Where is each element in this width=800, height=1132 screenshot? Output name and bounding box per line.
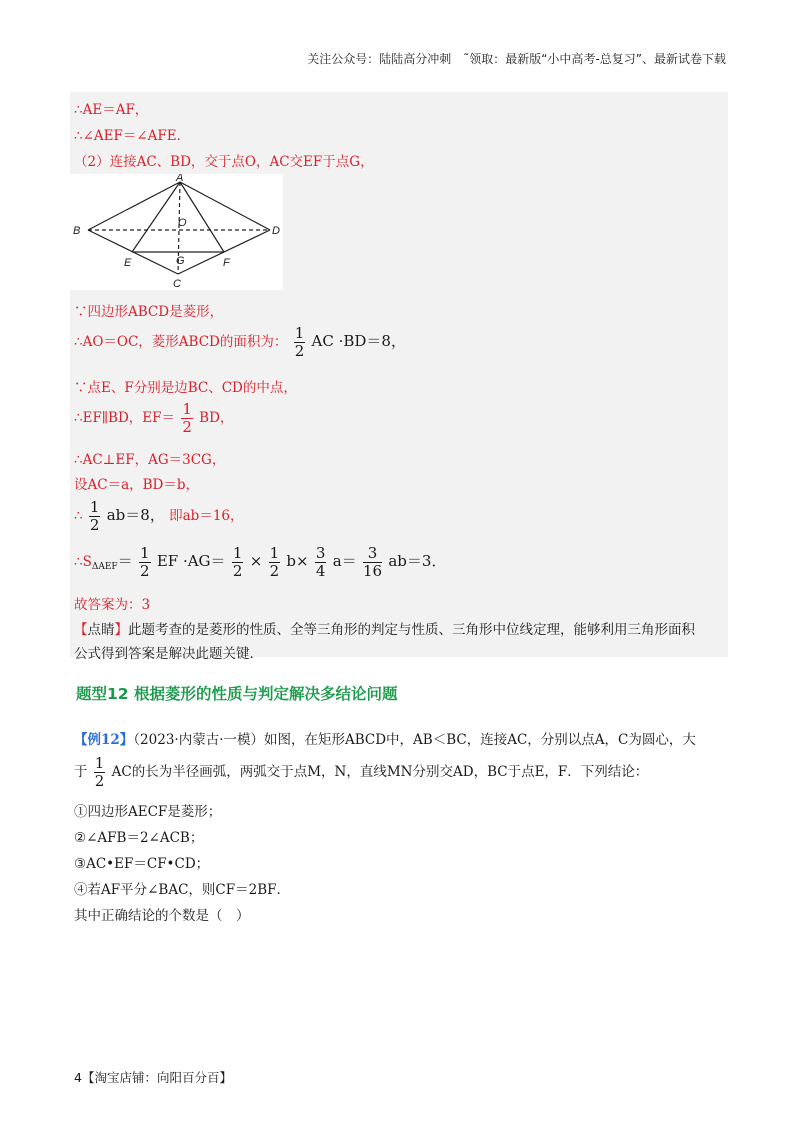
example-label: 【例12】 bbox=[74, 732, 134, 748]
text: ∴ bbox=[74, 508, 83, 524]
formula: AC ·BD＝8， bbox=[311, 332, 406, 350]
formula: EF ·AG＝ bbox=[156, 552, 226, 570]
page-number: 4 bbox=[74, 1070, 82, 1085]
label-a: A bbox=[176, 174, 184, 184]
solution-line: ∴AE＝AF， bbox=[74, 102, 149, 118]
fraction: $\frac{1}{2}$ bbox=[269, 544, 280, 580]
formula: × bbox=[249, 552, 263, 570]
page-header: 关注公众号：陆陆高分冲刺 ˜领取：最新版“小中高考-总复习”、最新试卷下载 bbox=[307, 52, 726, 66]
solution-line bbox=[74, 500, 244, 533]
text: 于 bbox=[74, 764, 88, 780]
page-footer bbox=[74, 1068, 232, 1086]
solution-line: 设AC＝a，BD＝b， bbox=[74, 477, 200, 493]
solution-line: ∴∠AEF＝∠AFE． bbox=[74, 128, 191, 144]
label-o: O bbox=[178, 217, 187, 229]
conclusion-4: ④若AF平分∠BAC，则CF＝2BF． bbox=[74, 882, 290, 898]
question-line: 其中正确结论的个数是（ ） bbox=[74, 908, 250, 924]
comment-line: 公式得到答案是解决此题关键． bbox=[74, 646, 263, 662]
answer-line: 故答案为：3 bbox=[74, 597, 151, 613]
shop-text: 【淘宝店铺：向阳百分百】 bbox=[81, 1070, 232, 1085]
segment-ae bbox=[132, 182, 180, 252]
label-f: F bbox=[223, 257, 230, 269]
label-c: C bbox=[173, 278, 181, 290]
solution-line bbox=[74, 326, 406, 359]
text: 即ab＝16， bbox=[169, 508, 244, 524]
solution-line bbox=[74, 546, 446, 579]
label-g: G bbox=[176, 255, 185, 267]
side-ab bbox=[88, 182, 180, 230]
text: AC的长为半径画弧，两弧交于点M，N，直线MN分别交AD，BC于点E，F．下列结论： bbox=[111, 764, 649, 780]
formula: ab＝3． bbox=[388, 552, 447, 570]
text: ∴EF∥BD，EF＝ bbox=[74, 410, 176, 426]
text: BD， bbox=[199, 410, 234, 426]
fraction: $\frac{3}{16}$ bbox=[362, 544, 383, 580]
bracket: 】 bbox=[114, 622, 128, 638]
solution-line: ∴AC⊥EF，AG＝3CG， bbox=[74, 452, 226, 468]
label-d: D bbox=[272, 225, 280, 237]
fraction: $\frac{1}{2}$ bbox=[139, 544, 150, 580]
fraction: $\frac{1}{2}$ bbox=[232, 544, 243, 580]
conclusion-2: ②∠AFB＝2∠ACB； bbox=[74, 830, 204, 846]
formula: b× bbox=[286, 552, 309, 570]
text: ∴AO＝OC，菱形ABCD的面积为： bbox=[74, 334, 288, 350]
solution-line: ∵点E、F分别是边BC、CD的中点， bbox=[74, 380, 297, 396]
formula: ＝ bbox=[117, 552, 133, 570]
comment-line bbox=[74, 618, 695, 638]
label-b: B bbox=[73, 225, 81, 237]
formula: ab＝8， bbox=[106, 506, 165, 524]
solution-line: ∵四边形ABCD是菱形， bbox=[74, 304, 224, 320]
formula: a＝ bbox=[332, 552, 357, 570]
fraction: $\frac{1}{2}$ bbox=[182, 400, 192, 436]
fraction: $\frac{1}{2}$ bbox=[294, 324, 305, 360]
section-heading: 题型12 根据菱形的性质与判定解决多结论问题 bbox=[76, 685, 398, 703]
conclusion-1: ①四边形AECF是菱形； bbox=[74, 804, 222, 820]
fraction: $\frac{3}{4}$ bbox=[315, 544, 326, 580]
subscript: ΔAEF bbox=[91, 562, 118, 572]
conclusion-3: ③AC•EF＝CF•CD； bbox=[74, 856, 210, 872]
text: ∴S bbox=[74, 554, 92, 570]
fraction: $\frac{1}{2}$ bbox=[89, 498, 100, 534]
solution-line bbox=[74, 402, 233, 435]
rhombus-figure bbox=[70, 174, 283, 290]
text: （2023·内蒙古·一模）如图，在矩形ABCD中，AB＜BC，连接AC，分别以点A，C为圆心，大 bbox=[133, 732, 696, 748]
fraction: $\frac{1}{2}$ bbox=[94, 754, 105, 790]
comment-text: 此题考查的是菱形的性质、全等三角形的判定与性质、三角形中位线定理，能够利用三角形面积 bbox=[128, 622, 695, 638]
bracket: 【 bbox=[74, 622, 88, 638]
solution-line: （2）连接AC、BD，交于点O，AC交EF于点G， bbox=[74, 154, 374, 170]
comment-label: 点睛 bbox=[87, 622, 115, 638]
segment-af bbox=[180, 182, 224, 252]
label-e: E bbox=[124, 257, 132, 269]
side-ad bbox=[180, 182, 270, 230]
example-line bbox=[74, 728, 696, 748]
example-line bbox=[74, 756, 648, 789]
